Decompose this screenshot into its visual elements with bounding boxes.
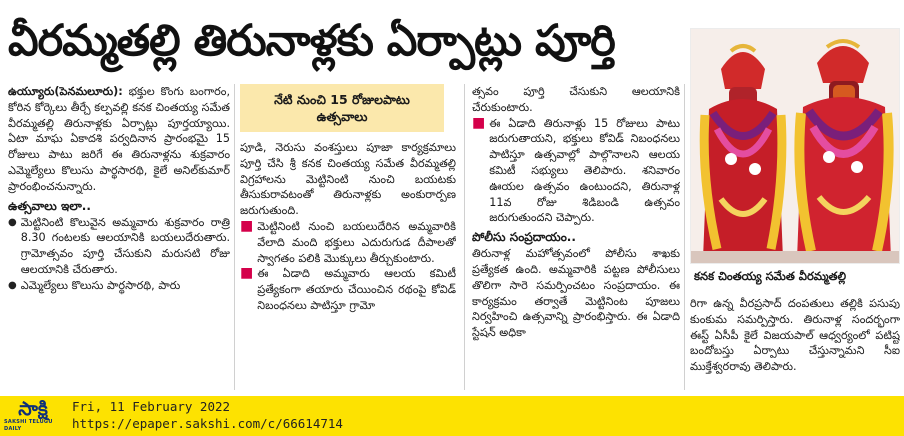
logo-wordmark: సాక్షి <box>18 398 48 420</box>
highlight-box: నేటి నుంచి 15 రోజులపాటు ఉత్సవాలు <box>240 84 444 132</box>
epaper-url[interactable]: https://epaper.sakshi.com/c/66614714 <box>72 416 343 431</box>
body-paragraph: త్సవం పూర్తి చేసుకుని ఆలయానికి చేరుకుంటారు. <box>472 85 680 114</box>
sakshi-logo <box>4 400 62 432</box>
subhead-utsavalu: ఉత్సవాలు ఇలా.. <box>8 198 91 213</box>
body-paragraph: తిరునాళ్ల మహోత్సవంలో పోలీసు శాఖకు ప్రత్యేకత ఉంది. అమ్మవారికి పట్టణ పోలీసులు తొలిగా సారె సమర్పించటం సంప్రదాయం. ఈ కార్యక్రమం తర్వాతే మెట్టినింట పూజలు నిర్వహించి ఉత్సవాన్ని ప్రారంభిస్తారు. ఈ ఏడాది స్టేషన్ అధికా <box>472 247 680 340</box>
dateline: ఉయ్యూరు(పెనమలూరు): <box>8 85 123 98</box>
article-column-4 <box>690 296 900 392</box>
intro-text: భక్తుల కొంగు బంగారం, కోరిన కోర్కెలు తీర్చే కల్పవల్లి కనక చింతయ్య సమేత వీరమ్మతల్లి తిరునాళ్లకు ఏర్పాట్లు పూర్తయ్యాయి. ఏటా మాఘ ఏకాదశి పర్వదినాన ప్రారంభమై 15 రోజులు పాటు జరిగే ఈ తిరునాళ్లను శుక్రవారం ఎమ్మెల్యేలు కొలుసు పార్థసారథి, కైలే అనిల్‌కుమార్ ప్రారంభించనున్నారు. <box>8 85 230 193</box>
bullet-text: ఎమ్మెల్యేలు కొలుసు పార్థసారథి, పారు <box>20 278 181 292</box>
article-column-1 <box>8 84 230 392</box>
logo-tagline: SAKSHI TELUGU DAILY <box>4 419 53 432</box>
photo-caption: కనక చింతయ్య సమేత వీరమ్మతల్లి <box>694 269 847 283</box>
column-divider <box>464 84 465 390</box>
column-divider <box>234 84 235 390</box>
bullet-icon: ● <box>8 279 17 291</box>
article-headline: వీరమ్మతల్లి తిరునాళ్లకు ఏర్పాట్లు పూర్తి <box>8 16 615 66</box>
footer-bar <box>0 396 904 436</box>
bullet-text: ఈ ఏడాది తిరునాళ్లు 15 రోజులు పాటు జరుగుతాయని, భక్తులు కోవిడ్ నిబంధనలు పాటిస్తూ ఉత్సవాల్లో పాల్గొనాలని ఆలయ కమిటీ సభ్యులు తెలిపారు. శనివారం ఊయల ఉత్సవం ఉంటుందని, తిరునాళ్ల 11వ రోజు శిడిబండి ఉత్సవం జరుగుతుందని చెప్పారు. <box>489 116 680 225</box>
bullet-icon: ● <box>8 216 17 228</box>
bullet-icon: ■ <box>240 265 254 282</box>
deity-photo <box>690 28 900 264</box>
list-item <box>472 116 680 227</box>
bullet-text: ఈ ఏడాది అమ్మవారు ఆలయ కమిటీ ప్రత్యేకంగా తయారు చేయించిన రథంపై కోవిడ్ నిబంధనలు పాటిస్తూ గ్రామో <box>257 267 456 312</box>
article-column-2 <box>240 84 456 392</box>
footer-info <box>72 398 343 432</box>
body-paragraph: పూడి, నెరుసు వంశస్తులు పూజా కార్యక్రమాలు పూర్తి చేసి శ్రీ కనక చింతయ్య సమేత వీరమ్మతల్లి విగ్రహాలను మెట్టినింటి నుంచి బయటకు తీసుకురావటంతో తిరునాళ్లకు అంకురార్పణ జరుగుతుంది. <box>240 141 456 218</box>
subhead-police: పోలీసు సంప్రదాయం.. <box>472 230 576 245</box>
article-column-3 <box>472 84 680 392</box>
bullet-icon: ■ <box>240 217 254 234</box>
body-paragraph: రిగా ఉన్న వీరప్రసాద్ దంపతులు తల్లికి పసుపు కుంకుమ సమర్పిస్తారు. తిరునాళ్ల సందర్భంగా ఈస్ట్ ఏసీపీ కైలే విజయపాల్ ఆధ్వర్యంలో పటిష్ట బందోబస్తు ఏర్పాటు చేస్తున్నామని సీఐ ముక్తేశ్వరరావు తెలిపారు. <box>690 297 900 374</box>
list-item <box>8 278 230 294</box>
column-divider <box>684 84 685 390</box>
list-item <box>240 266 456 313</box>
list-item <box>8 215 230 278</box>
publication-date: Fri, 11 February 2022 <box>72 399 231 414</box>
bullet-text: మెట్టినింటి కొలువైన అమ్మవారు శుక్రవారం రాత్రి 8.30 గంటలకు ఆలయానికి బయలుదేరుతారు. గ్రామోత్సవం పూర్తి చేసుకుని మరుసటి రోజు ఆలయానికి చేరుతారు. <box>20 215 230 276</box>
intro-paragraph <box>8 84 230 195</box>
bullet-icon: ■ <box>472 114 486 131</box>
bullet-text: మెట్టినింటి నుంచి బయలుదేరిన అమ్మవారికి వేలాది మంది భక్తులు ఎదురుగుడ దీపాలతో స్వాగతం పలికి మొక్కులు తీర్చుకుంటారు. <box>257 219 456 265</box>
list-item <box>240 219 456 266</box>
